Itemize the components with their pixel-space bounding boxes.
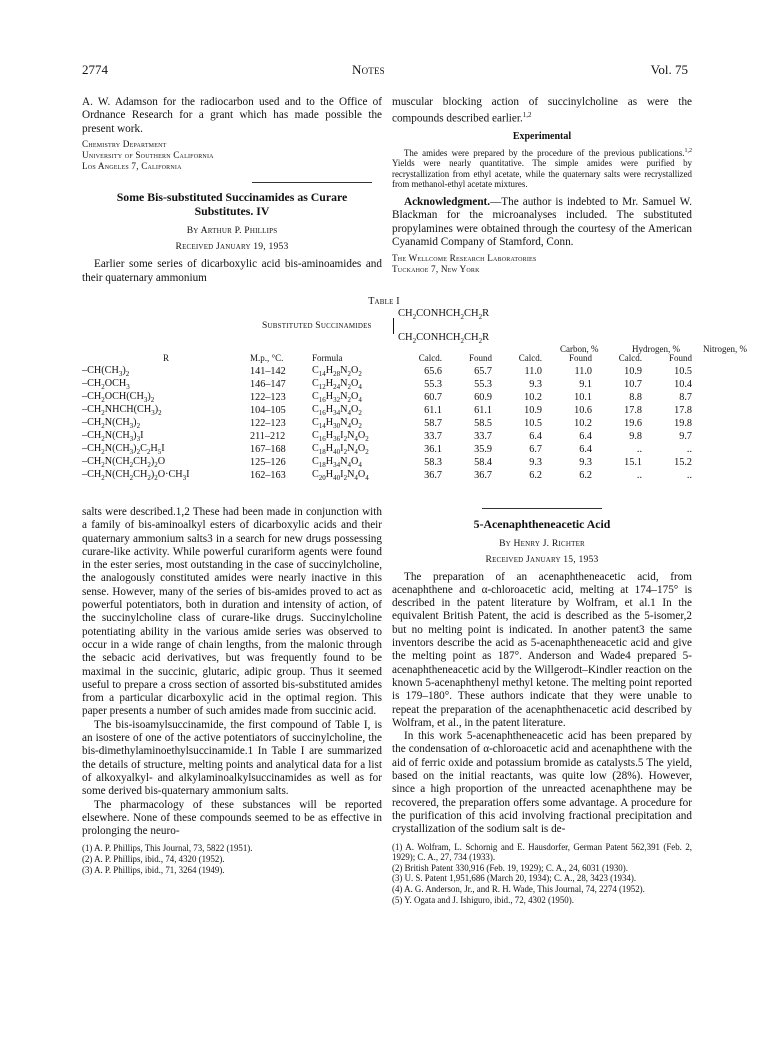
table-cell: 9.3 [579, 456, 592, 468]
table-header-cell: R [162, 353, 169, 364]
table-cell: 6.4 [529, 430, 542, 442]
table-cell: $C_{14}H_{30}N_4O_2$ [312, 416, 362, 430]
table-header-cell: Formula [312, 353, 343, 364]
article-author: By Henry J. Richter [499, 538, 585, 549]
footnote: (1) A. Wolfram, L. Schornig and E. Hausdorfer, German Patent 562,391 (Feb. 2, 1929); C. A., 27, 734 (1933). [392, 841, 692, 863]
table-cell: 146–147 [250, 378, 286, 390]
table-row [82, 417, 692, 430]
table-header-cell: Calcd. [618, 353, 642, 364]
group-header-carbon: Carbon, % [560, 344, 599, 354]
page-number: 2774 [82, 62, 108, 77]
table-cell: 36.7 [424, 469, 442, 481]
table-row [82, 378, 692, 391]
table-cell: 162–163 [250, 469, 286, 481]
table-cell: 10.9 [524, 404, 542, 416]
table-row [82, 391, 692, 404]
table-cell: 9.8 [629, 430, 642, 442]
table-cell: 19.6 [624, 417, 642, 429]
left-top-column [82, 96, 382, 285]
article-title: 5-Acenaphtheneacetic Acid [473, 517, 611, 531]
table-header-cell: M.p., °C. [250, 353, 284, 364]
laboratory-line: The Wellcome Research Laboratories [392, 253, 537, 264]
article-received: Received January 19, 1953 [175, 241, 289, 253]
experimental-text: The amides were prepared by the procedure of the previous publications.$^{1,2}$ Yields were nearly quantitative. The simple amides were purified by recrystallization from ethyl acetate, while the quaternary salts were recrystallized from methanol-ethyl acetate mixtures. [392, 147, 692, 190]
footnote: (3) U. S. Patent 1,951,686 (March 20, 1934); C. A., 28, 3423 (1934). [392, 873, 637, 884]
table-cell: $C_{16}H_{32}N_2O_4$ [312, 390, 362, 404]
table-cell: 61.1 [474, 404, 492, 416]
table-cell: 6.2 [529, 469, 542, 481]
table-cell: 10.2 [524, 391, 542, 403]
table-header-cell: Found [468, 353, 492, 364]
data-table-container [82, 352, 692, 482]
table-cell: $-CH_2N(CH_3)_2$ [82, 416, 141, 430]
table-subtitle: Substituted Succinamides [262, 320, 372, 331]
table-formula-top: $CH_2CONHCH_2CH_2R$ [398, 308, 490, 322]
table-header-row [82, 352, 692, 365]
table-cell: $C_{18}H_{40}I_2N_4O_2$ [312, 442, 369, 456]
table-cell: 8.7 [679, 391, 692, 403]
table-row [82, 469, 692, 482]
table-cell: .. [636, 469, 642, 481]
table-cell: 9.7 [679, 430, 692, 442]
table-cell: 6.2 [579, 469, 592, 481]
table-cell: 141–142 [250, 365, 286, 377]
table-cell: 17.8 [674, 404, 692, 416]
table-cell: .. [636, 443, 642, 455]
footnote: (2) British Patent 330,916 (Feb. 19, 1929); C. A., 24, 6031 (1930). [392, 862, 628, 873]
table-title: Table I [368, 296, 400, 307]
table-cell: 122–123 [250, 417, 286, 429]
table-cell: 8.8 [629, 391, 642, 403]
article-title: Some Bis-substituted Succinamides as Curare Substitutes. IV [116, 189, 348, 218]
paragraph: The pharmacology of these substances will be reported elsewhere. None of these compounds seemed to be as effective in prolonging the neuro- [82, 798, 382, 838]
paragraph: In this work 5-acenaphtheneacetic acid has been prepared by the condensation of α-chloroacetic acid and acenaphthene with the aid of ferric oxide and potassium bromide as catalysts.5 The yield, based on the initial reactants, was quite low (28%). However, since a high proportion of the unreacted acenaphthene may be recovered, the preparation offers some advantage. A procedure for the purification of this acid involving fractional precipitation and crystallization of the sodium salt is de- [392, 730, 692, 836]
table-cell: 65.6 [424, 365, 442, 377]
acknowledgment-fragment: A. W. Adamson for the radiocarbon used and to the Office of Ordnance Research for a grant which has made possible the present work. [82, 96, 382, 135]
table-cell: 10.6 [574, 404, 592, 416]
table-cell: 6.4 [579, 430, 592, 442]
table-cell: $-CH(CH_3)_2$ [82, 364, 130, 378]
left-body-column [82, 506, 382, 875]
table-cell: 35.9 [474, 443, 492, 455]
table-cell: 10.2 [574, 417, 592, 429]
table-cell: 65.7 [474, 365, 492, 377]
article-author: By Arthur P. Phillips [186, 224, 278, 236]
acknowledgment-paragraph: Acknowledgment.—The author is indebted to Mr. Samuel W. Blackman for the microanalyses included. The substituted propylamines were obtained through the courtesy of the American Cyanamid Company of Stamford, Conn. [392, 195, 692, 248]
table-row [82, 365, 692, 378]
table-cell: .. [686, 469, 692, 481]
table-cell: $-CH_2N(CH_3)_2C_2H_5I$ [82, 442, 165, 456]
affiliation-line: Chemistry Department [82, 138, 167, 149]
table-cell: $C_{14}H_{28}N_2O_2$ [312, 364, 362, 378]
section-header: Notes [352, 62, 385, 77]
table-header-cell: Found [568, 353, 592, 364]
table-cell: 122–123 [250, 391, 286, 403]
table-cell: 167–168 [250, 443, 286, 455]
table-cell: 11.0 [524, 365, 542, 377]
table-cell: $C_{12}H_{24}N_2O_4$ [312, 377, 362, 391]
footnote: (5) Y. Ogata and J. Ishiguro, ibid., 72, 4302 (1950). [392, 894, 574, 905]
table-cell: $C_{18}H_{34}N_4O_4$ [312, 455, 362, 469]
table-cell: $C_{16}H_{36}I_2N_4O_2$ [312, 429, 369, 443]
table-formula-bottom: $CH_2CONHCH_2CH_2R$ [398, 332, 490, 346]
group-header-nitrogen: Nitrogen, % [703, 344, 747, 354]
table-row [82, 443, 692, 456]
volume-label: Vol. 75 [650, 62, 688, 77]
table-header-cell: Found [668, 353, 692, 364]
paragraph: The bis-isoamylsuccinamide, the first compound of Table I, is an isostere of one of the active potentiators of succinylcholine, the bis-dimethylaminoethylsuccinamide.1 In Table I are summarized the details of structure, melting points and analytical data for a list of alkoxyalkyl- and alkylaminoalkylsuccinamides as well as for some derived bis-quaternary ammonium salts. [82, 718, 382, 798]
table-cell: 10.5 [524, 417, 542, 429]
table-cell: 104–105 [250, 404, 286, 416]
table-cell: 55.3 [424, 378, 442, 390]
table-cell: 55.3 [474, 378, 492, 390]
table-cell: $-CH_2OCH(CH_3)_2$ [82, 390, 155, 404]
footnote: (4) A. G. Anderson, Jr., and R. H. Wade, This Journal, 74, 2274 (1952). [392, 883, 645, 894]
table-cell: 58.7 [424, 417, 442, 429]
table-cell: $-CH_2N(CH_3)_3I$ [82, 429, 144, 443]
right-body-column [392, 506, 692, 905]
article-intro: Earlier some series of dicarboxylic acid bis-aminoamides and their quaternary ammonium [82, 258, 382, 284]
laboratory-line: Tuckahoe 7, New York [392, 264, 480, 275]
table-cell: $C_{16}H_{34}N_4O_2$ [312, 403, 362, 417]
table-cell: 10.5 [674, 365, 692, 377]
footnote: (2) A. P. Phillips, ibid., 74, 4320 (1952). [82, 854, 225, 865]
experimental-heading: Experimental [512, 131, 572, 143]
table-cell: 58.4 [474, 456, 492, 468]
table-cell: 9.3 [529, 456, 542, 468]
paragraph: muscular blocking action of succinylcholine as were the compounds described earlier.$^{1,2}$ [392, 96, 692, 126]
table-cell: 9.3 [529, 378, 542, 390]
table-cell: 33.7 [424, 430, 442, 442]
affiliation-line: University of Southern California [82, 149, 214, 160]
footnote: (1) A. P. Phillips, This Journal, 73, 5822 (1951). [82, 843, 253, 854]
table-cell: 125–126 [250, 456, 286, 468]
table-cell: 60.9 [474, 391, 492, 403]
table-cell: 6.4 [579, 443, 592, 455]
divider [482, 508, 602, 509]
table-cell: 61.1 [424, 404, 442, 416]
table-cell: $-CH_2OCH_3$ [82, 377, 130, 391]
table-cell: 19.8 [674, 417, 692, 429]
table-cell: 15.2 [674, 456, 692, 468]
table-cell: 10.4 [674, 378, 692, 390]
table-cell: $-CH_2N(CH_2CH_2)_2O\cdot CH_3I$ [82, 468, 190, 482]
table-row [82, 404, 692, 417]
table-cell: 60.7 [424, 391, 442, 403]
table-cell: $-CH_2N(CH_2CH_2)_2O$ [82, 455, 166, 469]
table-header-cell: Calcd. [418, 353, 442, 364]
table-cell: 58.5 [474, 417, 492, 429]
table-cell: 6.7 [529, 443, 542, 455]
table-cell: 11.0 [574, 365, 592, 377]
paragraph: salts were described.1,2 These had been made in conjunction with a family of bis-aminoalkyl esters of dicarboxylic acids and their quaternary ammonium salts3 in a search for new drugs possessing curare-like activity. While powerful curariform agents were found in the ester series, most outstanding in the case of succinylcholine, the analogously constituted amides were nearly inactive in this sense. However, many of the series of bis-amides proved to act as powerful potentiators, both in duration and intensity of action, of the succinylcholine class of curare-like drugs. Succinylcholine potentiating ability in the various amide series was observed to occur in a wide range of chain lengths, from the malonic through the sebacic acid derivatives, but was frequently found to be maximal in the succinic, glutaric, adipic group. Thus it seemed useful to prepare a cross section of assorted bis-substituted amides from a particular dicarboxylic acid in the optimal region. This paper presents a number of such amides made from succinic acid. [82, 506, 382, 718]
formula-bracket [393, 318, 394, 334]
table-cell: 10.7 [624, 378, 642, 390]
table-header-cell: Calcd. [518, 353, 542, 364]
table-cell: 10.9 [624, 365, 642, 377]
article-received: Received January 15, 1953 [485, 554, 599, 566]
table-cell: 9.1 [579, 378, 592, 390]
right-top-column [392, 96, 692, 275]
divider [252, 182, 372, 183]
table-cell: $C_{20}H_{40}I_2N_4O_4$ [312, 468, 369, 482]
table-cell: 10.1 [574, 391, 592, 403]
table-cell: 36.7 [474, 469, 492, 481]
table-cell: 36.1 [424, 443, 442, 455]
footnote: (3) A. P. Phillips, ibid., 71, 3264 (1949). [82, 864, 225, 875]
data-table [82, 352, 692, 482]
table-cell: $-CH_2NHCH(CH_3)_2$ [82, 403, 162, 417]
affiliation-line: Los Angeles 7, California [82, 160, 182, 171]
table-cell: 211–212 [250, 430, 286, 442]
paragraph: The preparation of an acenaphtheneacetic acid, from acenaphthene and α-chloroacetic acid, melting at 174–175° is described in the patent literature by Wolfram, et al.1 In the equivalent British Patent, the acid is described as the 5-isomer,2 but no melting point is indicated. In another patent3 the same inventors describe the acid as 5-acenaphtheneacetic acid and give the melting point as 187°. Anderson and Wade4 prepared 5-acenaphtheneacetic acid by the Willgerodt–Kindler reaction on the known 5-acenaphthenyl methyl ketone. The melting point reported is 179–180°. These authors indicate that they were unable to repeat the preparation of the acenaphthenacetic acid described by Wolfram, et al., in the patent literature. [392, 570, 692, 729]
group-header-hydrogen: Hydrogen, % [632, 344, 680, 354]
table-row [82, 456, 692, 469]
table-cell: .. [686, 443, 692, 455]
table-cell: 58.3 [424, 456, 442, 468]
table-cell: 17.8 [624, 404, 642, 416]
table-cell: 33.7 [474, 430, 492, 442]
table-cell: 15.1 [624, 456, 642, 468]
table-row [82, 430, 692, 443]
